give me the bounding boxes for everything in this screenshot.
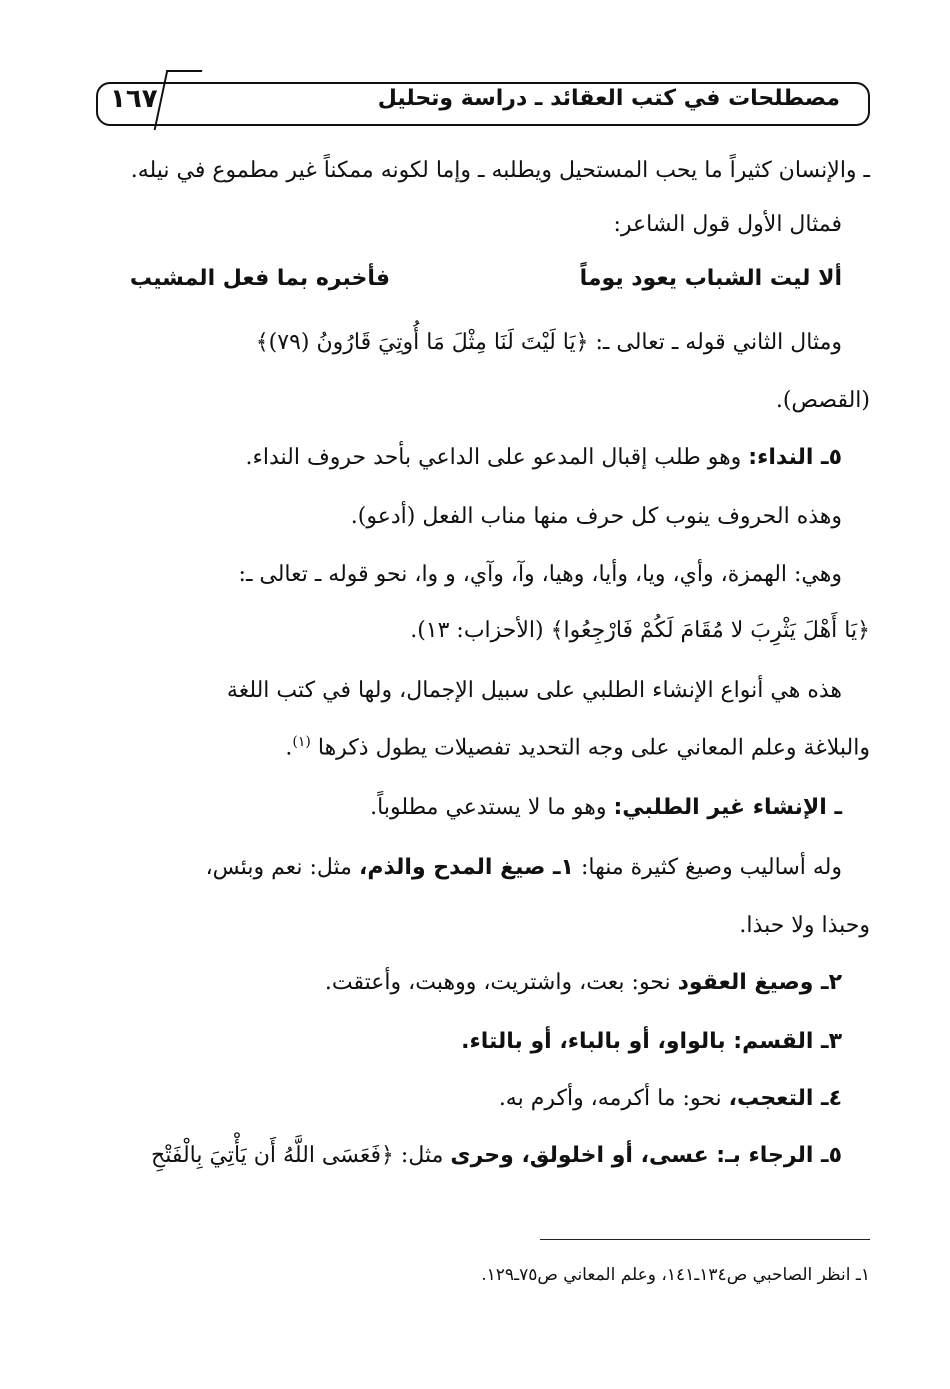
quran-verse: ﴿يَا أَهْلَ يَثْرِبَ لا مُقَامَ لَكُمْ فَارْجِعُوا﴾ (الأحزاب: ١٣). (410, 618, 870, 643)
insha-definition: وهو ما لا يستدعي مطلوباً. (370, 795, 607, 820)
quran-verse: ﴿فَعَسَى اللَّهُ أَن يَأْتِيَ بِالْفَتْحِ (151, 1143, 394, 1168)
text-line-uqud (325, 972, 842, 994)
rajaa-intro: مثل: (400, 1143, 444, 1168)
text-line-with-footnote: والبلاغة وعلم المعاني على وجه التحديد تفصيلات يطول ذكرها $^{(١)}$. (285, 734, 870, 761)
text-line: وهذه الحروف ينوب كل حرف منها مناب الفعل (أدعو). (350, 504, 842, 529)
madh-examples: مثل: نعم وبئس، (205, 855, 352, 880)
header-tab-decoration-top (184, 70, 202, 72)
text-line-rajaa (151, 1145, 842, 1167)
asalib-intro: وله أساليب وصيغ كثيرة منها: (580, 855, 842, 880)
text-line: وحبذا ولا حبذا. (739, 913, 870, 938)
text-line: وهي: الهمزة، وأي، ويا، وأيا، وهيا، وآ، وآي، و وا، نحو قوله ـ تعالى ـ: (238, 562, 842, 587)
page-number: ١٦٧ (110, 84, 158, 114)
text-line: والبلاغة وعلم المعاني على وجه التحديد تفصيلات يطول ذكرها (317, 735, 870, 761)
text-line: ـ والإنسان كثيراً ما يحب المستحيل ويطلبه ـ وإما لكونه ممكناً غير مطموع في نيله. (130, 158, 870, 183)
text-line-nidaa (246, 447, 842, 469)
running-header-title: مصطلحات في كتب العقائد ـ دراسة وتحليل (377, 86, 840, 111)
term-nidaa: ٥ـ النداء: (748, 445, 842, 470)
footnote-divider (540, 1239, 870, 1240)
text-line: ومثال الثاني قوله ـ تعالى ـ: ﴿يَا لَيْتَ لَنَا مِثْلَ مَا أُوتِيَ قَارُونُ (٧٩)﴾ (255, 330, 842, 355)
nidaa-definition: وهو طلب إقبال المدعو على الداعي بأحد حروف النداء. (245, 445, 742, 470)
term-uqud: ٢ـ وصيغ العقود (677, 970, 842, 995)
poem-hemistich-left: فأخبره بما فعل المشيب (129, 266, 390, 291)
text-line: فمثال الأول قول الشاعر: (613, 212, 842, 237)
term-taajjub: ٤ـ التعجب، (728, 1086, 842, 1111)
text-line-taajjub (499, 1088, 842, 1110)
term-qasam: ٣ـ القسم: بالواو، أو بالباء، أو بالتاء. (461, 1029, 842, 1054)
uqud-examples: نحو: بعت، واشتريت، ووهبت، وأعتقت. (324, 970, 671, 995)
term-insha-ghair-talabi: ـ الإنشاء غير الطلبي: (613, 795, 842, 820)
text-line: (القصص). (775, 388, 870, 413)
text-line: هذه هي أنواع الإنشاء الطلبي على سبيل الإجمال، ولها في كتب اللغة (226, 678, 842, 703)
text-line-insha (370, 797, 842, 819)
footnote: ١ـ انظر الصاحبي ص١٣٤ـ١٤١، وعلم المعاني ص٧٥ـ١٢٩. (481, 1265, 870, 1285)
taajjub-examples: نحو: ما أكرمه، وأكرم به. (498, 1086, 722, 1111)
footnote-reference: (١) (292, 734, 311, 750)
poem-hemistich-right: ألا ليت الشباب يعود يوماً (579, 266, 842, 291)
text-line-asalib (206, 857, 842, 879)
term-rajaa: ٥ـ الرجاء بـ: عسى، أو اخلولق، وحرى (450, 1143, 842, 1168)
term-madh: ١ـ صيغ المدح والذم، (358, 855, 574, 880)
